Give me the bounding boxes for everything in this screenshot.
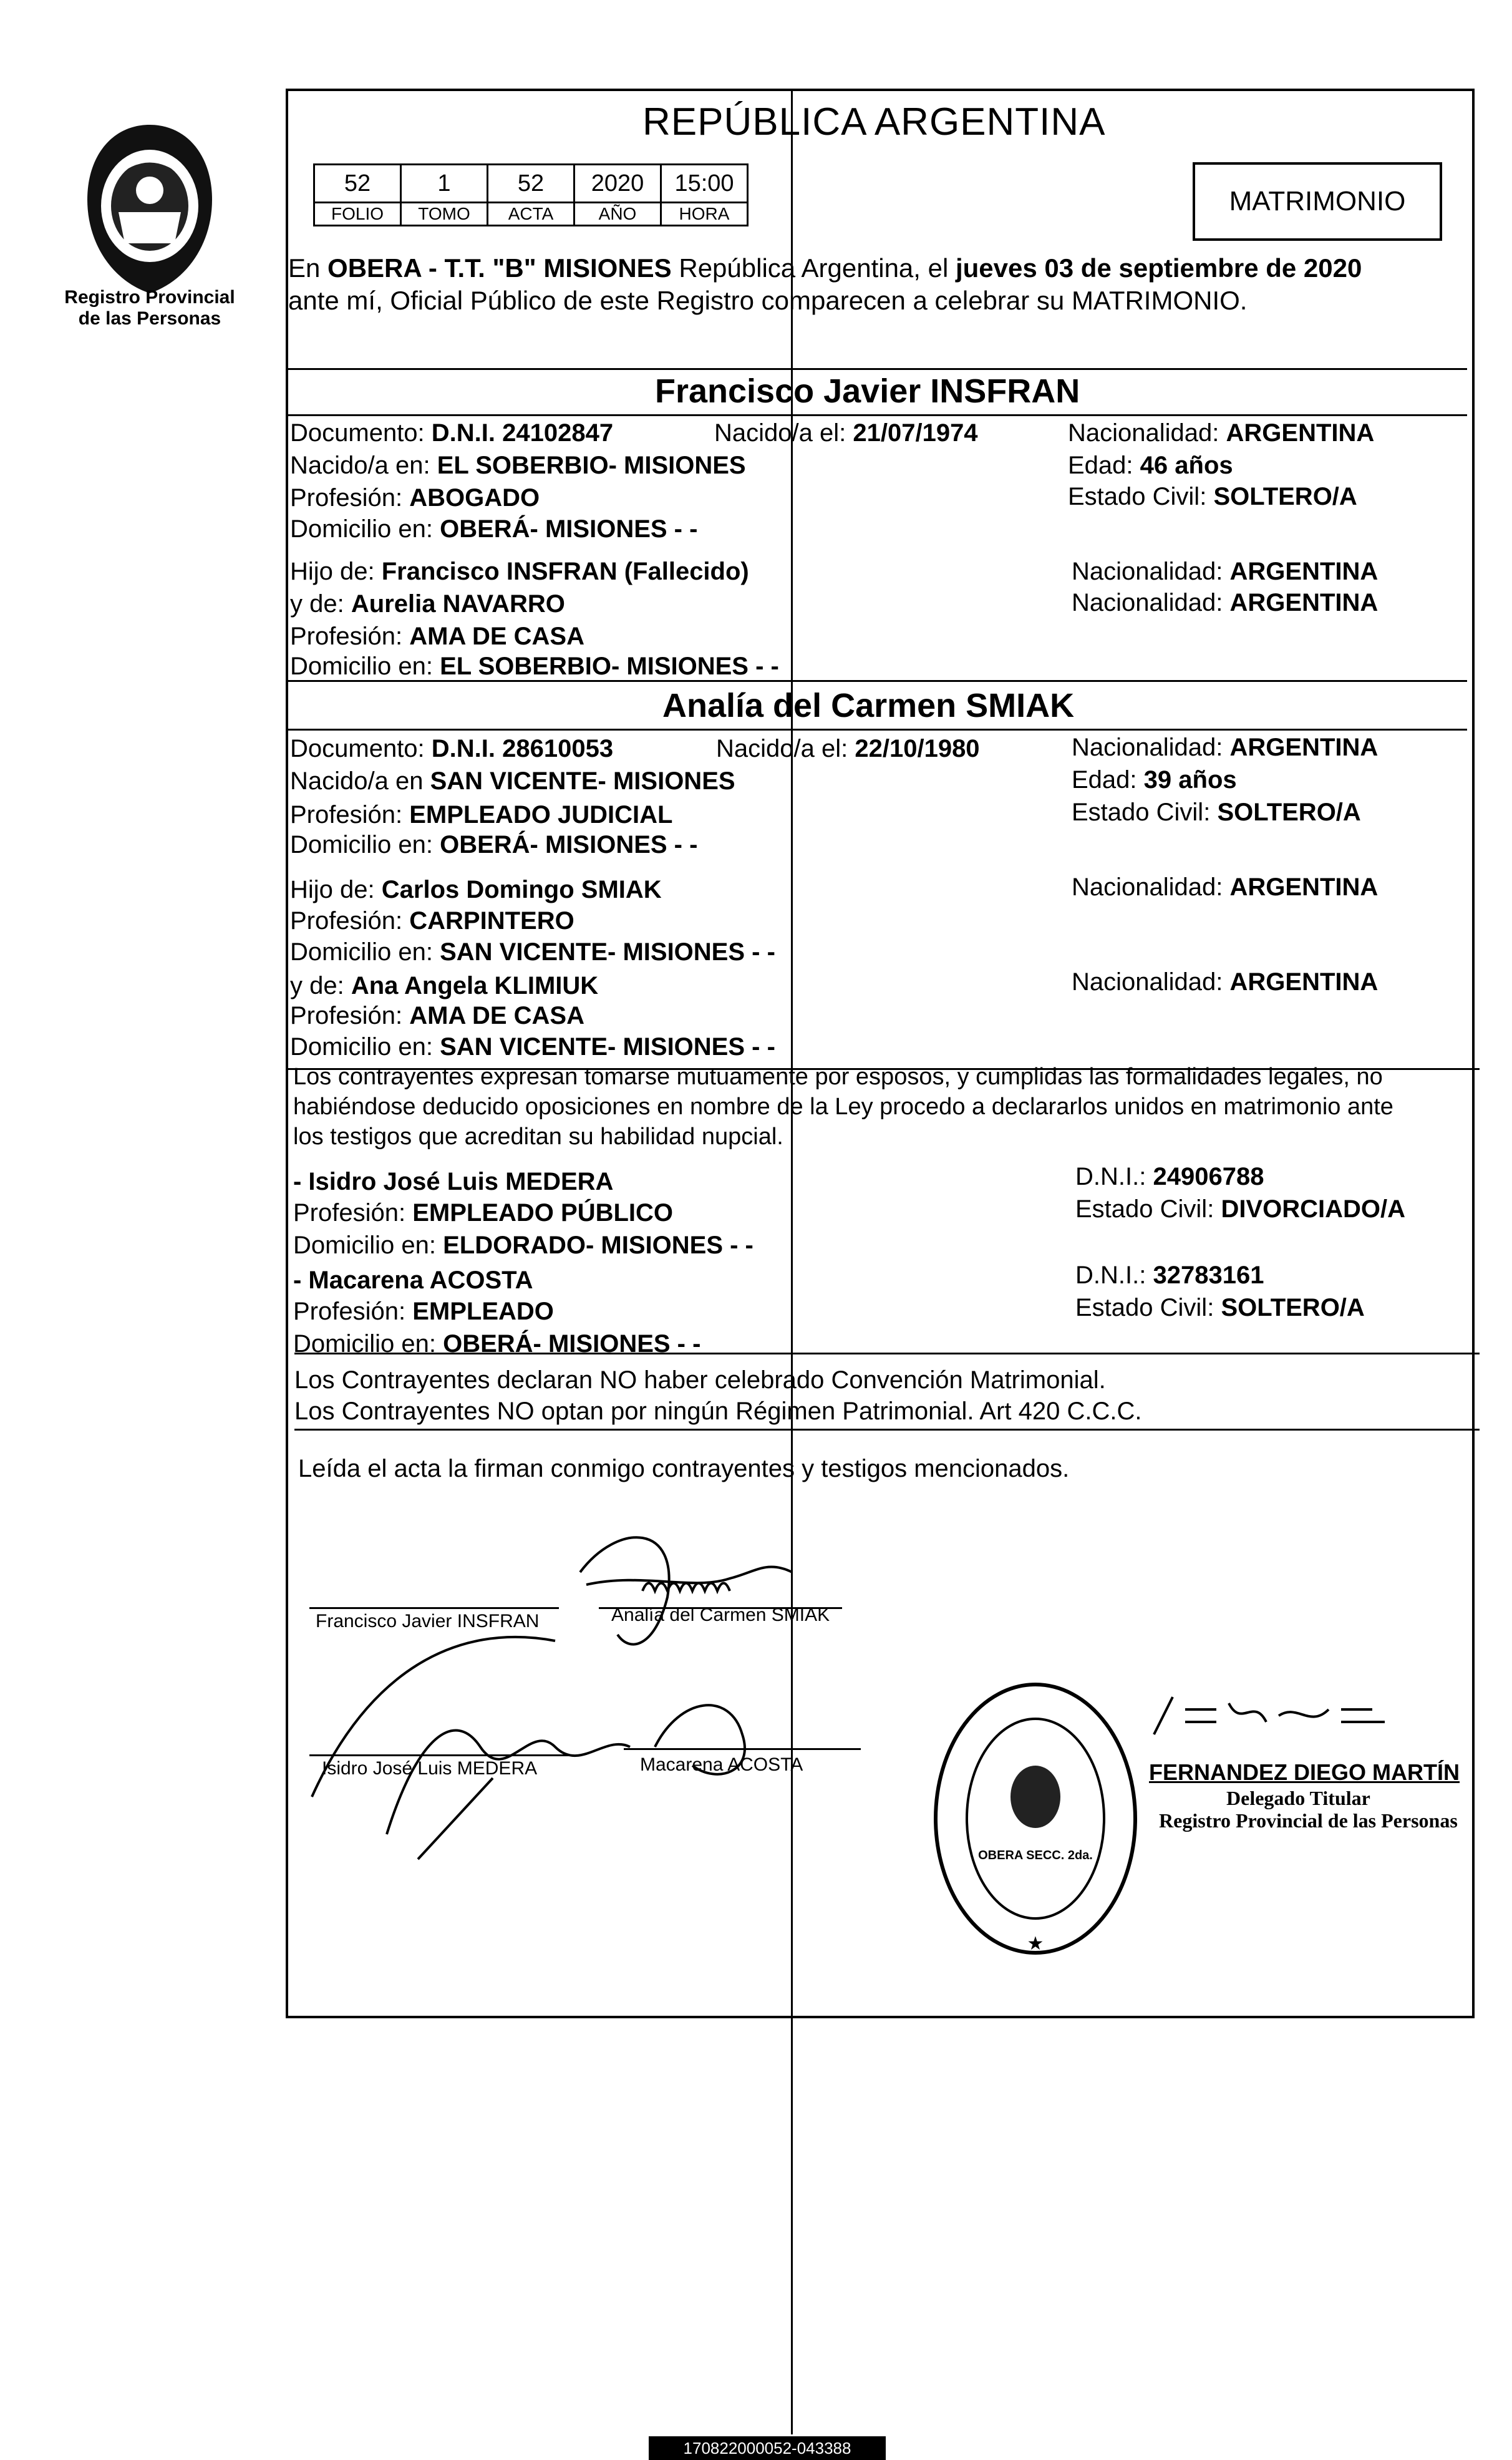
hora-value: 15:00 (661, 165, 748, 203)
signature-label-3: Isidro José Luis MEDERA (322, 1758, 538, 1779)
spouse1-domicilio: Domicilio en: OBERÁ- MISIONES - - (290, 515, 698, 543)
intro-place: OBERA - T.T. "B" MISIONES (327, 253, 672, 283)
witness1-dni: D.N.I.: 24906788 (1075, 1163, 1264, 1190)
spouse2-padre: Hijo de: Carlos Domingo SMIAK (290, 876, 662, 903)
witness2-estado-civil: Estado Civil: SOLTERO/A (1075, 1294, 1365, 1321)
spouse2-nacido-en: Nacido/a en SAN VICENTE- MISIONES (290, 767, 735, 795)
intro-text-1: En (288, 253, 328, 283)
spouse2-domicilio: Domicilio en: OBERÁ- MISIONES - - (290, 831, 698, 858)
anio-value: 2020 (574, 165, 661, 203)
spouse2-name: Analía del Carmen SMIAK (662, 687, 1075, 724)
record-meta-table (313, 163, 749, 226)
svg-text:★: ★ (1027, 1933, 1044, 1954)
officer-title: Delegado Titular (1226, 1787, 1370, 1809)
folio-label: FOLIO (314, 203, 401, 226)
witness1-domicilio: Domicilio en: ELDORADO- MISIONES - - (293, 1232, 754, 1259)
spouse2-padre-nacionalidad: Nacionalidad: ARGENTINA (1072, 873, 1379, 901)
signature-label-1: Francisco Javier INSFRAN (316, 1611, 540, 1631)
spouse2-documento: Documento: D.N.I. 28610053 (290, 735, 614, 762)
province-seal-logo (75, 119, 225, 306)
record-type-box: MATRIMONIO (1193, 162, 1442, 241)
spouse1-estado-civil: Estado Civil: SOLTERO/A (1068, 483, 1357, 510)
intro-text-2: República Argentina, el (671, 253, 956, 283)
tomo-value: 1 (401, 165, 488, 203)
declaration-paragraph (293, 1062, 1478, 1152)
witness1-profesion: Profesión: EMPLEADO PÚBLICO (293, 1199, 674, 1227)
witness1-estado-civil: Estado Civil: DIVORCIADO/A (1075, 1195, 1406, 1223)
spouse1-documento: Documento: D.N.I. 24102847 (290, 419, 614, 447)
spouse1-nacido-en: Nacido/a en: EL SOBERBIO- MISIONES (290, 452, 746, 479)
spouse1-madre: y de: Aurelia NAVARRO (290, 590, 565, 618)
spouse1-madre-profesion: Profesión: AMA DE CASA (290, 623, 584, 650)
witness2-dni: D.N.I.: 32783161 (1075, 1262, 1264, 1289)
witness2-name: - Macarena ACOSTA (293, 1266, 533, 1294)
folio-value: 52 (314, 165, 401, 203)
acta-value: 52 (488, 165, 574, 203)
closing-text: Leída el acta la firman conmigo contrayentes y testigos mencionados. (298, 1455, 1070, 1482)
convention-line1: Los Contrayentes declaran NO haber celebrado Convención Matrimonial. (294, 1366, 1106, 1394)
signature-line-1 (309, 1607, 559, 1609)
convention-line2: Los Contrayentes NO optan por ningún Régimen Patrimonial. Art 420 C.C.C. (294, 1398, 1142, 1425)
divider (288, 729, 1467, 731)
spouse2-profesion: Profesión: EMPLEADO JUDICIAL (290, 801, 673, 829)
official-stamp (929, 1672, 1141, 1965)
spouse1-edad: Edad: 46 años (1068, 452, 1233, 479)
spouse1-padre-nacionalidad: Nacionalidad: ARGENTINA (1072, 558, 1379, 585)
intro-text-3: ante mí, Oficial Público de este Registro comparecen a celebrar su MATRIMONIO. (288, 286, 1248, 315)
divider (294, 1429, 1480, 1431)
spouse1-madre-nacionalidad: Nacionalidad: ARGENTINA (1072, 589, 1379, 616)
hora-label: HORA (661, 203, 748, 226)
officer-name: FERNANDEZ DIEGO MARTÍN (1149, 1759, 1460, 1785)
spouse2-edad: Edad: 39 años (1072, 766, 1237, 794)
spouse1-profesion: Profesión: ABOGADO (290, 484, 540, 512)
witness1-name: - Isidro José Luis MEDERA (293, 1168, 614, 1195)
divider (288, 414, 1467, 416)
signature-line-3 (309, 1754, 571, 1756)
spouse2-madre-nacionalidad: Nacionalidad: ARGENTINA (1072, 968, 1379, 996)
spouse1-madre-domicilio: Domicilio en: EL SOBERBIO- MISIONES - - (290, 653, 779, 680)
anio-label: AÑO (574, 203, 661, 226)
spouse2-madre-profesion: Profesión: AMA DE CASA (290, 1002, 584, 1029)
spouse2-madre: y de: Ana Angela KLIMIUK (290, 972, 599, 999)
witness2-domicilio: Domicilio en: OBERÁ- MISIONES - - (293, 1330, 701, 1358)
officer-org: Registro Provincial de las Personas (1159, 1809, 1458, 1832)
spouse1-nacionalidad: Nacionalidad: ARGENTINA (1068, 419, 1375, 447)
stamp-inner-text: OBERA SECC. 2da. (978, 1849, 1093, 1862)
country-title: REPÚBLICA ARGENTINA (642, 100, 1106, 143)
officer-signature (1148, 1685, 1410, 1753)
tomo-label: TOMO (401, 203, 488, 226)
registry-caption (56, 287, 243, 329)
spouse1-name: Francisco Javier INSFRAN (655, 372, 1080, 410)
declaration-line1: Los contrayentes expresan tomarse mutuamente por esposos, y cumplidas las formalidades legales, no (293, 1064, 1383, 1090)
spouse2-padre-domicilio: Domicilio en: SAN VICENTE- MISIONES - - (290, 938, 775, 966)
spouse1-padre: Hijo de: Francisco INSFRAN (Fallecido) (290, 558, 749, 585)
signature-label-2: Analía del Carmen SMIAK (611, 1605, 830, 1625)
spouse2-padre-profesion: Profesión: CARPINTERO (290, 907, 574, 935)
witness2-profesion: Profesión: EMPLEADO (293, 1298, 554, 1325)
spouse1-nacido-el: Nacido/a el: 21/07/1974 (714, 419, 978, 447)
registry-caption-line2: de las Personas (78, 308, 221, 329)
intro-paragraph (288, 252, 1473, 317)
declaration-line3: los testigos que acreditan su habilidad nupcial. (293, 1124, 783, 1150)
spouse2-madre-domicilio: Domicilio en: SAN VICENTE- MISIONES - - (290, 1033, 775, 1061)
spouse2-nacido-el: Nacido/a el: 22/10/1980 (716, 735, 980, 762)
declaration-line2: habiéndose deducido oposiciones en nombre de la Ley procedo a declararlos unidos en matrimonio ante (293, 1094, 1393, 1120)
intro-date: jueves 03 de septiembre de 2020 (955, 253, 1362, 283)
signature-line-4 (624, 1748, 861, 1750)
document-barcode: 170822000052-043388 (649, 2436, 886, 2460)
spouse2-estado-civil: Estado Civil: SOLTERO/A (1072, 799, 1361, 826)
spouse2-nacionalidad: Nacionalidad: ARGENTINA (1072, 734, 1379, 761)
registry-caption-line1: Registro Provincial (64, 287, 235, 308)
signature-label-4: Macarena ACOSTA (640, 1754, 803, 1775)
divider (288, 368, 1467, 370)
acta-label: ACTA (488, 203, 574, 226)
